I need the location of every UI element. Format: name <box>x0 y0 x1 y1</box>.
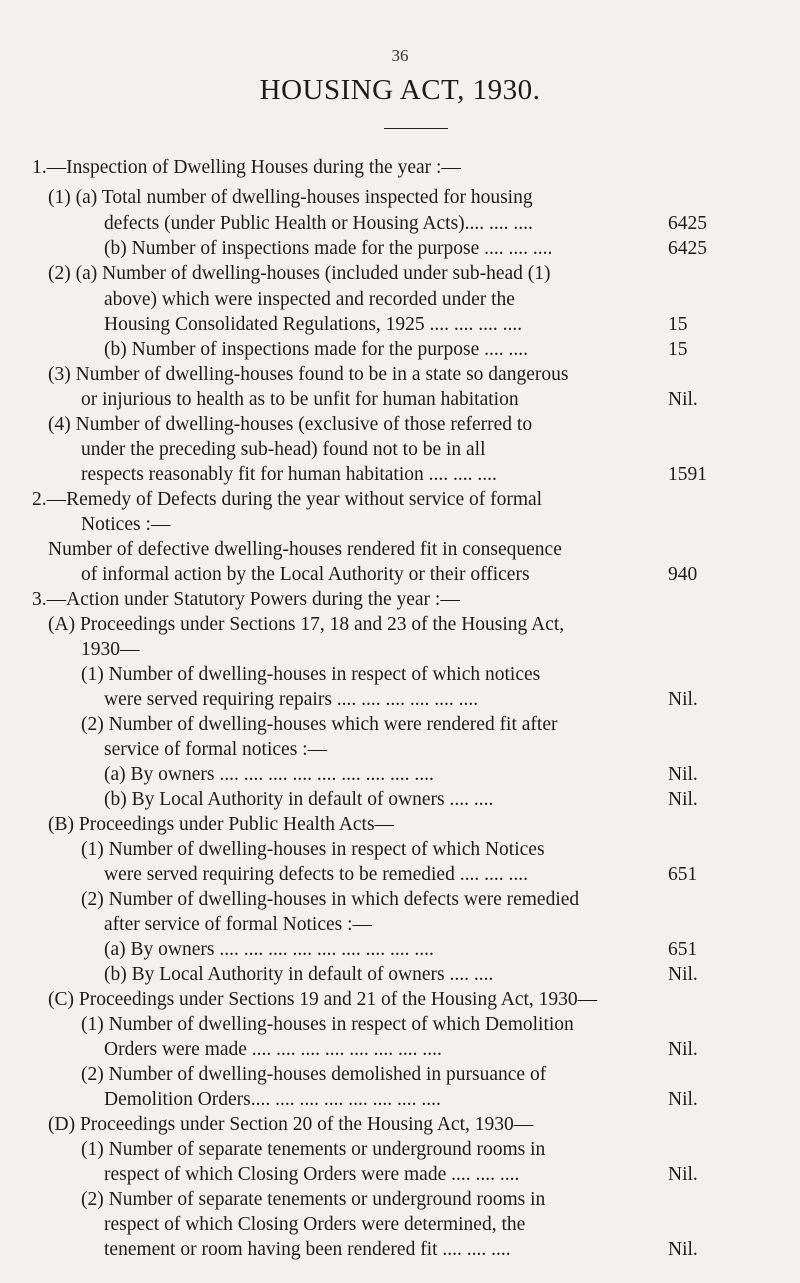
line-s2-1: Number of defective dwelling-houses rendered fit in consequence <box>48 539 562 560</box>
line-s3c-1-1: (1) Number of dwelling-houses in respect of which Demolition <box>81 1014 574 1035</box>
line-s1-4-1: (4) Number of dwelling-houses (exclusive of those referred to <box>48 414 533 435</box>
value-s1-2b: 15 <box>668 339 688 360</box>
line-s3a-2-1: (2) Number of dwelling-houses which were rendered fit after <box>81 714 558 735</box>
line-s1-1a-2: defects (under Public Health or Housing Acts).... .... .... <box>104 213 533 234</box>
line-s1-2a-1: (2) (a) Number of dwelling-houses (included under sub-head (1) <box>48 263 551 284</box>
line-s3b-1-1: (1) Number of dwelling-houses in respect of which Notices <box>81 839 545 860</box>
line-s3a-2-2: service of formal notices :— <box>104 739 328 760</box>
value-s1-1b: 6425 <box>668 238 707 259</box>
value-s3d-2-3: Nil. <box>668 1239 698 1260</box>
line-s3c-2-2: Demolition Orders.... .... .... .... .... .... .... .... <box>104 1089 441 1110</box>
value-s3a-2b: Nil. <box>668 789 698 810</box>
line-s3c-2-1: (2) Number of dwelling-houses demolished in pursuance of <box>81 1064 547 1085</box>
line-s3a-2b: (b) By Local Authority in default of owners .... .... <box>104 789 494 810</box>
line-s3b-2a: (a) By owners .... .... .... .... .... .... .... .... .... <box>104 939 434 960</box>
line-s3d-1-1: (1) Number of separate tenements or underground rooms in <box>81 1139 546 1160</box>
line-s1-3-1: (3) Number of dwelling-houses found to be in a state so dangerous <box>48 364 569 385</box>
line-s3a-1-2: were served requiring repairs .... .... .... .... .... .... <box>104 689 479 710</box>
line-s3d-2-3: tenement or room having been rendered fit .... .... .... <box>104 1239 511 1260</box>
line-s2-head-2: Notices :— <box>81 514 171 535</box>
page-title: HOUSING ACT, 1930. <box>259 74 541 106</box>
value-s1-3-2: Nil. <box>668 389 698 410</box>
line-s3a-2: 1930— <box>81 639 140 660</box>
line-s3c-1-2: Orders were made .... .... .... .... .... .... .... .... <box>104 1039 442 1060</box>
value-s3a-1-2: Nil. <box>668 689 698 710</box>
line-s1-2a-3: Housing Consolidated Regulations, 1925 .... .... .... .... <box>104 314 523 335</box>
line-s1-1b: (b) Number of inspections made for the purpose .... .... .... <box>104 238 553 259</box>
value-s3b-2b: Nil. <box>668 964 698 985</box>
line-s1-1a-1: (1) (a) Total number of dwelling-houses inspected for housing <box>48 187 533 208</box>
value-s3a-2a: Nil. <box>668 764 698 785</box>
line-s1-2b: (b) Number of inspections made for the purpose .... .... <box>104 339 529 360</box>
line-s3b-2-1: (2) Number of dwelling-houses in which defects were remedied <box>81 889 580 910</box>
value-s2-2: 940 <box>668 564 698 585</box>
line-s1-head: 1.—Inspection of Dwelling Houses during the year :— <box>32 157 461 178</box>
line-s3a-2a: (a) By owners .... .... .... .... .... .... .... .... .... <box>104 764 434 785</box>
line-s2-2: of informal action by the Local Authority or their officers <box>81 564 530 585</box>
line-s3c: (C) Proceedings under Sections 19 and 21 of the Housing Act, 1930— <box>48 989 598 1010</box>
line-s3b: (B) Proceedings under Public Health Acts— <box>48 814 395 835</box>
line-s3a-1-1: (1) Number of dwelling-houses in respect of which notices <box>81 664 541 685</box>
line-s3d-2-1: (2) Number of separate tenements or underground rooms in <box>81 1189 546 1210</box>
line-s1-2a-2: above) which were inspected and recorded under the <box>104 289 515 310</box>
value-s3c-2-2: Nil. <box>668 1089 698 1110</box>
line-s3b-2b: (b) By Local Authority in default of owners .... .... <box>104 964 494 985</box>
page-number: 36 <box>391 46 409 65</box>
line-s3a-1: (A) Proceedings under Sections 17, 18 and 23 of the Housing Act, <box>48 614 565 635</box>
value-s3c-1-2: Nil. <box>668 1039 698 1060</box>
value-s3d-1-2: Nil. <box>668 1164 698 1185</box>
title-rule <box>384 128 448 129</box>
line-s2-head-1: 2.—Remedy of Defects during the year without service of formal <box>32 489 543 510</box>
value-s1-4-3: 1591 <box>668 464 707 485</box>
value-s3b-2a: 651 <box>668 939 698 960</box>
line-s1-4-2: under the preceding sub-head) found not to be in all <box>81 439 486 460</box>
line-s3d-1-2: respect of which Closing Orders were made .... .... .... <box>104 1164 520 1185</box>
value-s3b-1-2: 651 <box>668 864 698 885</box>
line-s3d: (D) Proceedings under Section 20 of the Housing Act, 1930— <box>48 1114 534 1135</box>
value-s1-1a-2: 6425 <box>668 213 707 234</box>
line-s3d-2-2: respect of which Closing Orders were determined, the <box>104 1214 526 1235</box>
line-s1-4-3: respects reasonably fit for human habitation .... .... .... <box>81 464 497 485</box>
line-s3-head: 3.—Action under Statutory Powers during the year :— <box>32 589 460 610</box>
value-s1-2a-3: 15 <box>668 314 688 335</box>
line-s3b-2-2: after service of formal Notices :— <box>104 914 373 935</box>
line-s1-3-2: or injurious to health as to be unfit for human habitation <box>81 389 519 410</box>
line-s3b-1-2: were served requiring defects to be remedied .... .... .... <box>104 864 528 885</box>
